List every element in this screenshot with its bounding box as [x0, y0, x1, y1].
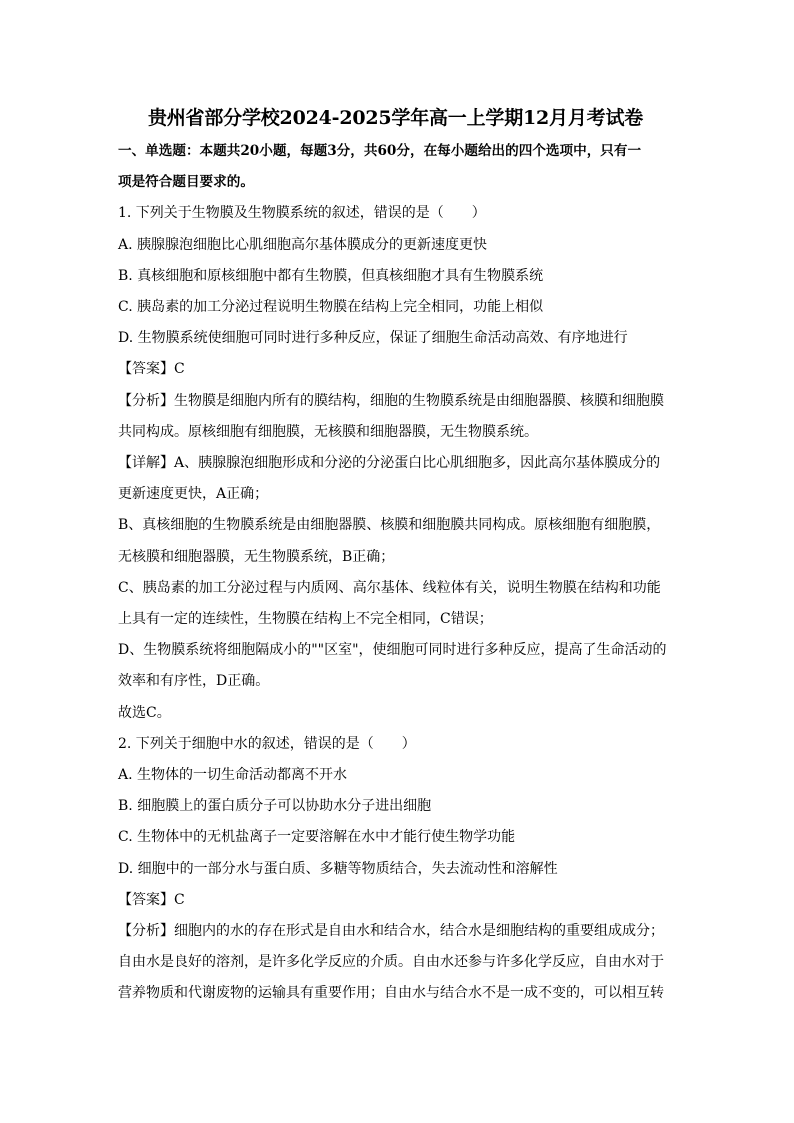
- question-1-detail-line: 上具有一定的连续性，生物膜在结构上不完全相同，C错误；: [118, 611, 493, 628]
- question-1-detail-line: D、生物膜系统将细胞隔成小的""区室"，使细胞可同时进行多种反应，提高了生命活动的: [118, 642, 667, 659]
- question-2-analysis-line: 营养物质和代谢废物的运输具有重要作用；自由水与结合水不是一成不变的，可以相互转: [118, 985, 664, 1002]
- question-1-option-a: A. 胰腺腺泡细胞比心肌细胞高尔基体膜成分的更新速度更快: [118, 236, 488, 253]
- question-2-answer: 【答案】C: [118, 891, 185, 908]
- question-1-answer: 【答案】C: [118, 361, 185, 378]
- question-2-stem: 2. 下列关于细胞中水的叙述，错误的是（ ）: [118, 735, 416, 752]
- question-1-detail-line: 更新速度更快，A正确；: [118, 486, 269, 503]
- question-2-analysis-line: 自由水是良好的溶剂，是许多化学反应的介质。自由水还参与许多化学反应，自由水对于: [118, 954, 664, 971]
- question-1-detail-line: 效率和有序性，D正确。: [118, 673, 270, 690]
- page-title: 贵州省部分学校2024-2025学年高一上学期12月月考试卷: [147, 107, 644, 129]
- question-1-detail-line: 无核膜和细胞器膜，无生物膜系统，B正确；: [118, 548, 395, 565]
- question-2-analysis-line: 【分析】细胞内的水的存在形式是自由水和结合水，结合水是细胞结构的重要组成成分；: [118, 923, 664, 940]
- question-2-option-c: C. 生物体中的无机盐离子一定要溶解在水中才能行使生物学功能: [118, 829, 516, 846]
- question-1-option-d: D. 生物膜系统使细胞可同时进行多种反应，保证了细胞生命活动高效、有序地进行: [118, 330, 628, 347]
- question-1-analysis-line: 共同构成。原核细胞有细胞膜，无核膜和细胞器膜，无生物膜系统。: [118, 423, 538, 440]
- question-2-option-d: D. 细胞中的一部分水与蛋白质、多糖等物质结合，失去流动性和溶解性: [118, 860, 558, 877]
- section-header-line-1: 一、单选题：本题共20小题，每题3分，共60分，在每小题给出的四个选项中，只有一: [118, 143, 642, 159]
- question-1-conclusion: 故选C。: [118, 704, 171, 721]
- question-1-detail-line: B、真核细胞的生物膜系统是由细胞器膜、核膜和细胞膜共同构成。原核细胞有细胞膜，: [118, 517, 661, 534]
- question-1-stem: 1. 下列关于生物膜及生物膜系统的叙述，错误的是（ ）: [118, 205, 486, 222]
- question-1-option-c: C. 胰岛素的加工分泌过程说明生物膜在结构上完全相同，功能上相似: [118, 299, 544, 316]
- exam-page: [118, 100, 673, 1010]
- question-2-option-a: A. 生物体的一切生命活动都离不开水: [118, 767, 348, 784]
- question-1-analysis-line: 【分析】生物膜是细胞内所有的膜结构，细胞的生物膜系统是由细胞器膜、核膜和细胞膜: [118, 392, 664, 409]
- question-1-detail-line: C、胰岛素的加工分泌过程与内质网、高尔基体、线粒体有关，说明生物膜在结构和功能: [118, 579, 661, 596]
- question-1-detail-line: 【详解】A、胰腺腺泡细胞形成和分泌的分泌蛋白比心肌细胞多，因此高尔基体膜成分的: [118, 455, 661, 472]
- question-1-option-b: B. 真核细胞和原核细胞中都有生物膜，但真核细胞才具有生物膜系统: [118, 267, 544, 284]
- question-2-option-b: B. 细胞膜上的蛋白质分子可以协助水分子进出细胞: [118, 798, 432, 815]
- section-header-line-2: 项是符合题目要求的。: [118, 174, 254, 191]
